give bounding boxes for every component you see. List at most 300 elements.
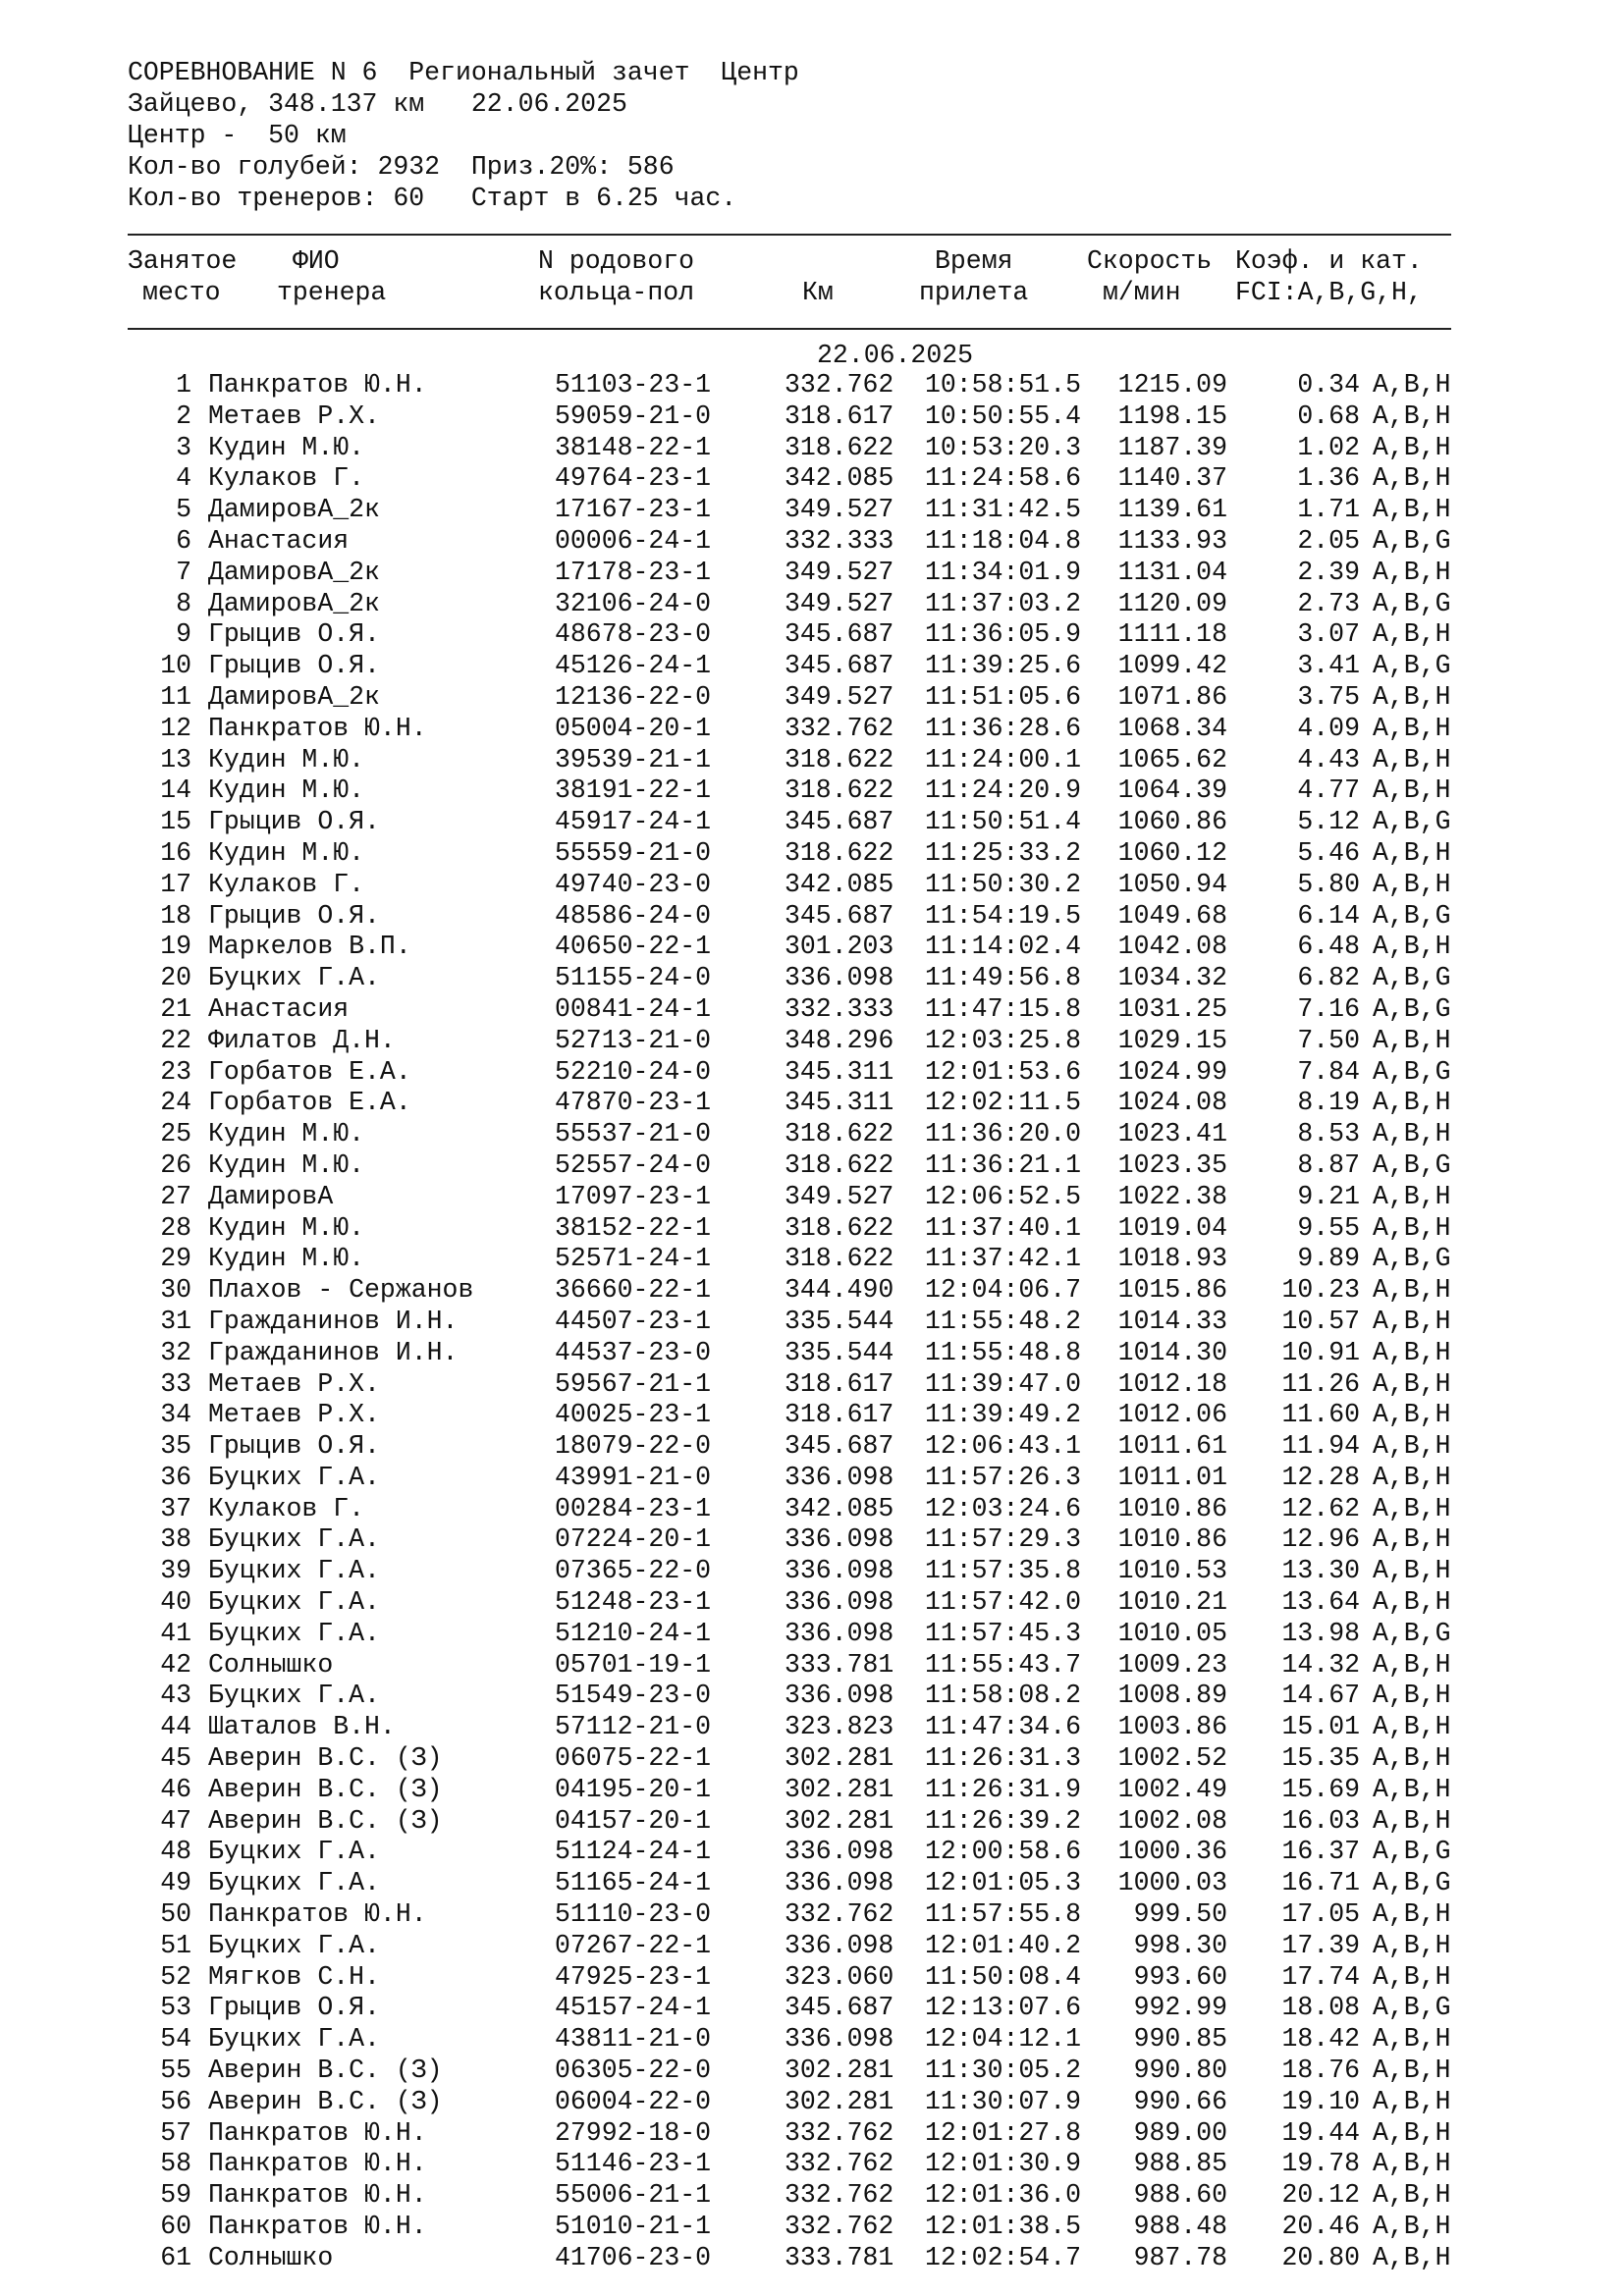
ring-number: 45917-24-1 — [555, 807, 712, 837]
table-row — [128, 1962, 1453, 1994]
table-row — [128, 1026, 1453, 1057]
categories: A,B,H — [1373, 1119, 1451, 1149]
ring-number: 48678-23-0 — [555, 619, 712, 650]
place: 37 — [160, 1493, 191, 1523]
arrival-time: 12:01:53.6 — [924, 1056, 1081, 1087]
ring-number: 51146-23-1 — [555, 2149, 712, 2179]
speed: 1060.12 — [1117, 837, 1227, 868]
speed: 999.50 — [1133, 1899, 1227, 1930]
table-row — [128, 2243, 1453, 2274]
place: 2 — [176, 400, 191, 431]
speed: 1099.42 — [1117, 651, 1227, 681]
arrival-time: 11:50:08.4 — [924, 1961, 1081, 1992]
table-row — [128, 1650, 1453, 1682]
coefficient: 2.05 — [1297, 525, 1360, 556]
arrival-time: 11:55:48.2 — [924, 1306, 1081, 1336]
categories: A,B,H — [1373, 1306, 1451, 1336]
table-row — [128, 963, 1453, 994]
col-coef-label: Коэф. и кат. — [1235, 246, 1423, 276]
ring-number: 40650-22-1 — [555, 932, 712, 962]
speed: 1031.25 — [1117, 993, 1227, 1024]
place: 60 — [160, 2212, 191, 2242]
arrival-time: 12:01:27.8 — [924, 2117, 1081, 2148]
coefficient: 9.21 — [1297, 1181, 1360, 1211]
place: 27 — [160, 1181, 191, 1211]
distance-km: 348.296 — [785, 1025, 894, 1055]
speed: 1003.86 — [1117, 1712, 1227, 1742]
trainer-name: Анастасия — [208, 993, 350, 1024]
trainer-name: Кудин М.Ю. — [208, 1212, 365, 1243]
trainer-name: ДамировА_2к — [208, 495, 380, 525]
trainer-name: Панкратов Ю.Н. — [208, 2180, 427, 2211]
coefficient: 13.98 — [1281, 1618, 1360, 1648]
coefficient: 13.30 — [1281, 1556, 1360, 1586]
trainer-name: Буцких Г.А. — [208, 1837, 380, 1867]
table-row — [128, 2149, 1453, 2180]
coefficient: 12.28 — [1281, 1462, 1360, 1492]
table-row — [128, 1057, 1453, 1089]
trainer-name: Аверин В.С. (З) — [208, 1774, 443, 1804]
arrival-time: 11:51:05.6 — [924, 681, 1081, 712]
ring-number: 52571-24-1 — [555, 1244, 712, 1274]
trainer-name: Грыцив О.Я. — [208, 651, 380, 681]
distance-km: 336.098 — [785, 963, 894, 993]
trainer-name: Солнышко — [208, 2242, 334, 2272]
distance-km: 345.687 — [785, 651, 894, 681]
categories: A,B,H — [1373, 1649, 1451, 1680]
coefficient: 15.35 — [1281, 1743, 1360, 1774]
coefficient: 19.44 — [1281, 2117, 1360, 2148]
arrival-time: 11:31:42.5 — [924, 495, 1081, 525]
table-row — [128, 1150, 1453, 1182]
arrival-time: 11:36:05.9 — [924, 619, 1081, 650]
speed: 1010.86 — [1117, 1524, 1227, 1555]
trainer-name: ДамировА_2к — [208, 588, 380, 618]
categories: A,B,H — [1373, 1337, 1451, 1367]
speed: 1050.94 — [1117, 869, 1227, 899]
arrival-time: 11:30:05.2 — [924, 2056, 1081, 2086]
arrival-time: 11:14:02.4 — [924, 932, 1081, 962]
table-row — [128, 2056, 1453, 2087]
place: 58 — [160, 2149, 191, 2179]
categories: A,B,H — [1373, 1368, 1451, 1399]
table-row — [128, 1587, 1453, 1619]
trainer-name: Кудин М.Ю. — [208, 1244, 365, 1274]
distance-km: 349.527 — [785, 1181, 894, 1211]
categories: A,B,H — [1373, 1681, 1451, 1711]
table-row — [128, 1182, 1453, 1213]
col-time-label: Время — [935, 246, 1013, 276]
distance-km: 318.622 — [785, 1212, 894, 1243]
trainer-name: Буцких Г.А. — [208, 1462, 380, 1492]
ring-number: 06075-22-1 — [555, 1743, 712, 1774]
trainer-name: Буцких Г.А. — [208, 1556, 380, 1586]
table-row — [128, 1899, 1453, 1931]
place: 10 — [160, 651, 191, 681]
place: 3 — [176, 432, 191, 462]
categories: A,B,H — [1373, 1025, 1451, 1055]
ring-number: 43991-21-0 — [555, 1462, 712, 1492]
arrival-time: 11:25:33.2 — [924, 837, 1081, 868]
categories: A,B,H — [1373, 1743, 1451, 1774]
coefficient: 0.34 — [1297, 370, 1360, 400]
coefficient: 20.46 — [1281, 2212, 1360, 2242]
ring-number: 52210-24-0 — [555, 1056, 712, 1087]
distance-km: 335.544 — [785, 1306, 894, 1336]
table-row — [128, 1244, 1453, 1275]
speed: 998.30 — [1133, 1930, 1227, 1960]
categories: A,B,H — [1373, 869, 1451, 899]
coefficient: 18.76 — [1281, 2056, 1360, 2086]
speed: 1029.15 — [1117, 1025, 1227, 1055]
speed: 1012.18 — [1117, 1368, 1227, 1399]
categories: A,B,H — [1373, 2149, 1451, 2179]
table-row — [128, 1556, 1453, 1587]
speed: 1024.08 — [1117, 1088, 1227, 1118]
categories: A,B,G — [1373, 963, 1451, 993]
place: 16 — [160, 837, 191, 868]
place: 35 — [160, 1431, 191, 1462]
distance-km: 302.281 — [785, 1743, 894, 1774]
trainer-name: Мягков С.Н. — [208, 1961, 380, 1992]
col-place-label: Занятое — [128, 246, 238, 276]
distance-km: 345.687 — [785, 619, 894, 650]
coefficient: 5.80 — [1297, 869, 1360, 899]
table-row — [128, 1837, 1453, 1868]
place: 41 — [160, 1618, 191, 1648]
speed: 1010.21 — [1117, 1587, 1227, 1618]
trainer-name: Метаев Р.Х. — [208, 1400, 380, 1430]
distance-km: 335.544 — [785, 1337, 894, 1367]
distance-km: 336.098 — [785, 2024, 894, 2055]
categories: A,B,H — [1373, 495, 1451, 525]
ring-number: 45126-24-1 — [555, 651, 712, 681]
arrival-time: 11:36:20.0 — [924, 1119, 1081, 1149]
ring-number: 38152-22-1 — [555, 1212, 712, 1243]
place: 24 — [160, 1088, 191, 1118]
speed: 1014.33 — [1117, 1306, 1227, 1336]
distance-km: 344.490 — [785, 1275, 894, 1306]
coefficient: 4.09 — [1297, 713, 1360, 743]
place: 36 — [160, 1462, 191, 1492]
arrival-time: 11:36:28.6 — [924, 713, 1081, 743]
distance-km: 318.622 — [785, 837, 894, 868]
distance-km: 342.085 — [785, 869, 894, 899]
trainer-name: Кулаков Г. — [208, 1493, 365, 1523]
place: 1 — [176, 370, 191, 400]
arrival-time: 11:36:21.1 — [924, 1149, 1081, 1180]
place: 29 — [160, 1244, 191, 1274]
speed: 1131.04 — [1117, 557, 1227, 587]
trainer-name: Горбатов Е.А. — [208, 1088, 411, 1118]
col-km-label: Км — [802, 278, 834, 307]
categories: A,B,H — [1373, 432, 1451, 462]
arrival-time: 11:47:15.8 — [924, 993, 1081, 1024]
table-row — [128, 1868, 1453, 1899]
place: 48 — [160, 1837, 191, 1867]
ring-number: 45157-24-1 — [555, 1993, 712, 2023]
coefficient: 2.39 — [1297, 557, 1360, 587]
trainer-name: Гражданинов И.Н. — [208, 1337, 459, 1367]
trainer-name: Солнышко — [208, 1649, 334, 1680]
speed: 1071.86 — [1117, 681, 1227, 712]
categories: A,B,G — [1373, 1837, 1451, 1867]
table-row — [128, 1338, 1453, 1369]
ring-number: 55559-21-0 — [555, 837, 712, 868]
coefficient: 1.36 — [1297, 463, 1360, 494]
arrival-time: 12:02:54.7 — [924, 2242, 1081, 2272]
categories: A,B,H — [1373, 1774, 1451, 1804]
ring-number: 51549-23-0 — [555, 1681, 712, 1711]
arrival-time: 11:49:56.8 — [924, 963, 1081, 993]
coefficient: 20.80 — [1281, 2242, 1360, 2272]
trainer-name: Аверин В.С. (З) — [208, 1743, 443, 1774]
place: 31 — [160, 1306, 191, 1336]
table-row — [128, 1494, 1453, 1525]
place: 49 — [160, 1868, 191, 1898]
ring-number: 51124-24-1 — [555, 1837, 712, 1867]
categories: A,B,G — [1373, 1868, 1451, 1898]
arrival-time: 11:57:29.3 — [924, 1524, 1081, 1555]
place: 11 — [160, 681, 191, 712]
trainer-name: Панкратов Ю.Н. — [208, 1899, 427, 1930]
table-row — [128, 1275, 1453, 1307]
speed: 987.78 — [1133, 2242, 1227, 2272]
speed: 1010.86 — [1117, 1493, 1227, 1523]
distance-km: 332.762 — [785, 2149, 894, 2179]
center-line: Центр - 50 км — [128, 121, 347, 150]
coefficient: 10.57 — [1281, 1306, 1360, 1336]
distance-km: 336.098 — [785, 1587, 894, 1618]
ring-number: 49740-23-0 — [555, 869, 712, 899]
coefficient: 19.10 — [1281, 2086, 1360, 2116]
results-table — [128, 370, 1453, 2274]
table-row — [128, 682, 1453, 714]
trainer-name: Буцких Г.А. — [208, 2024, 380, 2055]
table-row — [128, 2118, 1453, 2150]
coefficient: 5.46 — [1297, 837, 1360, 868]
competition-title: СОРЕВНОВАНИЕ N 6 Региональный зачет Центр — [128, 58, 799, 87]
speed: 1011.61 — [1117, 1431, 1227, 1462]
categories: A,B,H — [1373, 932, 1451, 962]
table-row — [128, 526, 1453, 558]
speed: 1068.34 — [1117, 713, 1227, 743]
coefficient: 16.37 — [1281, 1837, 1360, 1867]
categories: A,B,H — [1373, 1712, 1451, 1742]
table-row — [128, 651, 1453, 682]
ring-number: 40025-23-1 — [555, 1400, 712, 1430]
ring-number: 00841-24-1 — [555, 993, 712, 1024]
speed: 1002.49 — [1117, 1774, 1227, 1804]
place: 56 — [160, 2086, 191, 2116]
place: 34 — [160, 1400, 191, 1430]
table-row — [128, 2087, 1453, 2118]
speed: 990.66 — [1133, 2086, 1227, 2116]
speed: 1042.08 — [1117, 932, 1227, 962]
arrival-time: 12:13:07.6 — [924, 1993, 1081, 2023]
distance-km: 301.203 — [785, 932, 894, 962]
document-header — [128, 57, 799, 214]
table-row — [128, 401, 1453, 433]
distance-km: 302.281 — [785, 2086, 894, 2116]
categories: A,B,G — [1373, 588, 1451, 618]
place: 8 — [176, 588, 191, 618]
arrival-time: 11:57:42.0 — [924, 1587, 1081, 1618]
speed: 1002.08 — [1117, 1805, 1227, 1836]
categories: A,B,H — [1373, 2056, 1451, 2086]
coefficient: 15.01 — [1281, 1712, 1360, 1742]
arrival-time: 11:57:35.8 — [924, 1556, 1081, 1586]
categories: A,B,G — [1373, 1149, 1451, 1180]
categories: A,B,G — [1373, 1618, 1451, 1648]
speed: 990.80 — [1133, 2056, 1227, 2086]
trainer-name: Буцких Г.А. — [208, 1868, 380, 1898]
speed: 992.99 — [1133, 1993, 1227, 2023]
arrival-time: 12:01:38.5 — [924, 2212, 1081, 2242]
table-row — [128, 1681, 1453, 1712]
distance-km: 318.622 — [785, 432, 894, 462]
place: 55 — [160, 2056, 191, 2086]
coefficient: 17.05 — [1281, 1899, 1360, 1930]
speed: 1065.62 — [1117, 744, 1227, 774]
col-coef-label-2: FCI:A,B,G,H, — [1235, 278, 1423, 307]
trainer-name: Буцких Г.А. — [208, 1524, 380, 1555]
distance-km: 349.527 — [785, 588, 894, 618]
speed: 1010.05 — [1117, 1618, 1227, 1648]
trainer-name: Грыцив О.Я. — [208, 807, 380, 837]
arrival-time: 11:26:31.9 — [924, 1774, 1081, 1804]
ring-number: 51248-23-1 — [555, 1587, 712, 1618]
speed: 993.60 — [1133, 1961, 1227, 1992]
table-row — [128, 1213, 1453, 1245]
table-row — [128, 1993, 1453, 2024]
categories: A,B,H — [1373, 2117, 1451, 2148]
trainer-name: Кулаков Г. — [208, 463, 365, 494]
speed: 989.00 — [1133, 2117, 1227, 2148]
coefficient: 8.53 — [1297, 1119, 1360, 1149]
trainer-name: Грыцив О.Я. — [208, 619, 380, 650]
categories: A,B,H — [1373, 2242, 1451, 2272]
coefficient: 3.07 — [1297, 619, 1360, 650]
table-row — [128, 838, 1453, 870]
table-row — [128, 1524, 1453, 1556]
trainer-name: Кудин М.Ю. — [208, 432, 365, 462]
place: 53 — [160, 1993, 191, 2023]
place: 44 — [160, 1712, 191, 1742]
arrival-time: 12:06:52.5 — [924, 1181, 1081, 1211]
place: 14 — [160, 775, 191, 806]
trainer-name: Грыцив О.Я. — [208, 900, 380, 931]
coefficient: 2.73 — [1297, 588, 1360, 618]
coefficient: 20.12 — [1281, 2180, 1360, 2211]
place: 59 — [160, 2180, 191, 2211]
trainer-name: Буцких Г.А. — [208, 963, 380, 993]
arrival-time: 11:50:51.4 — [924, 807, 1081, 837]
place: 23 — [160, 1056, 191, 1087]
coefficient: 3.41 — [1297, 651, 1360, 681]
arrival-time: 11:24:58.6 — [924, 463, 1081, 494]
ring-number: 38148-22-1 — [555, 432, 712, 462]
col-ring-label: N родового — [538, 246, 695, 276]
categories: A,B,H — [1373, 1493, 1451, 1523]
categories: A,B,H — [1373, 2086, 1451, 2116]
arrival-time: 11:39:25.6 — [924, 651, 1081, 681]
ring-number: 06305-22-0 — [555, 2056, 712, 2086]
coefficient: 9.89 — [1297, 1244, 1360, 1274]
table-row — [128, 870, 1453, 901]
place: 21 — [160, 993, 191, 1024]
ring-number: 59567-21-1 — [555, 1368, 712, 1399]
arrival-time: 12:00:58.6 — [924, 1837, 1081, 1867]
coefficient: 4.77 — [1297, 775, 1360, 806]
table-row — [128, 558, 1453, 589]
distance-km: 318.622 — [785, 775, 894, 806]
table-row — [128, 1619, 1453, 1650]
speed: 1187.39 — [1117, 432, 1227, 462]
distance-km: 333.781 — [785, 2242, 894, 2272]
col-speed-label-2: м/мин — [1103, 278, 1181, 307]
speed: 1023.35 — [1117, 1149, 1227, 1180]
trainer-name: Аверин В.С. (З) — [208, 2086, 443, 2116]
distance-km: 332.762 — [785, 2212, 894, 2242]
speed: 1022.38 — [1117, 1181, 1227, 1211]
place: 57 — [160, 2117, 191, 2148]
distance-km: 336.098 — [785, 1462, 894, 1492]
ring-number: 07224-20-1 — [555, 1524, 712, 1555]
arrival-time: 11:30:07.9 — [924, 2086, 1081, 2116]
distance-km: 349.527 — [785, 681, 894, 712]
table-row — [128, 932, 1453, 963]
speed: 1008.89 — [1117, 1681, 1227, 1711]
ring-number: 12136-22-0 — [555, 681, 712, 712]
speed: 1060.86 — [1117, 807, 1227, 837]
distance-km: 318.617 — [785, 1368, 894, 1399]
categories: A,B,H — [1373, 1961, 1451, 1992]
ring-number: 00006-24-1 — [555, 525, 712, 556]
coefficient: 5.12 — [1297, 807, 1360, 837]
categories: A,B,H — [1373, 2180, 1451, 2211]
place: 5 — [176, 495, 191, 525]
coefficient: 7.16 — [1297, 993, 1360, 1024]
arrival-time: 11:57:55.8 — [924, 1899, 1081, 1930]
speed: 1111.18 — [1117, 619, 1227, 650]
distance-km: 342.085 — [785, 463, 894, 494]
categories: A,B,G — [1373, 1244, 1451, 1274]
coefficient: 3.75 — [1297, 681, 1360, 712]
ring-number: 57112-21-0 — [555, 1712, 712, 1742]
table-header — [128, 245, 1453, 308]
ring-number: 51155-24-0 — [555, 963, 712, 993]
place: 7 — [176, 557, 191, 587]
speed: 1014.30 — [1117, 1337, 1227, 1367]
arrival-time: 11:37:03.2 — [924, 588, 1081, 618]
speed: 1140.37 — [1117, 463, 1227, 494]
arrival-time: 11:58:08.2 — [924, 1681, 1081, 1711]
coefficient: 14.67 — [1281, 1681, 1360, 1711]
col-speed-label: Скорость — [1087, 246, 1213, 276]
speed: 1015.86 — [1117, 1275, 1227, 1306]
distance-km: 336.098 — [785, 1618, 894, 1648]
speed: 1011.01 — [1117, 1462, 1227, 1492]
coefficient: 19.78 — [1281, 2149, 1360, 2179]
ring-number: 52713-21-0 — [555, 1025, 712, 1055]
table-row — [128, 1431, 1453, 1463]
place: 30 — [160, 1275, 191, 1306]
place: 19 — [160, 932, 191, 962]
table-row — [128, 589, 1453, 620]
distance-km: 336.098 — [785, 1556, 894, 1586]
ring-number: 04157-20-1 — [555, 1805, 712, 1836]
